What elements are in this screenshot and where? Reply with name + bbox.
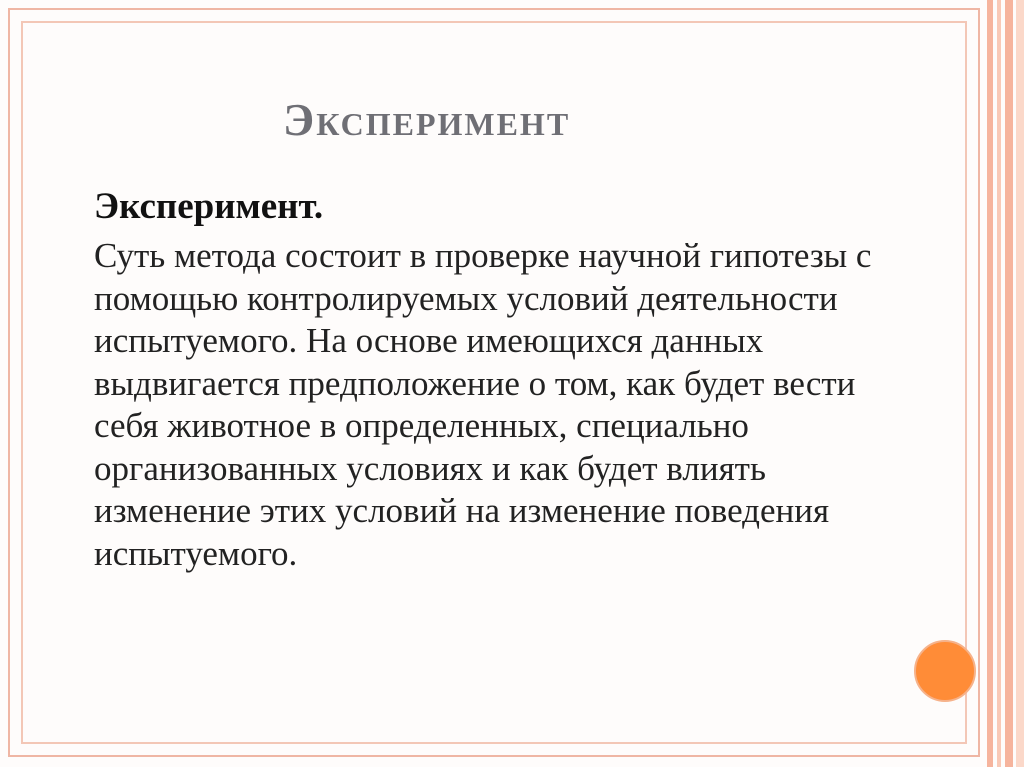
- decorative-stripe: [1005, 0, 1013, 767]
- decorative-stripe: [1016, 0, 1024, 767]
- slide-title: Эксперимент: [283, 94, 571, 145]
- slide-body-text: Суть метода состоит в проверке научной гипотезы с помощью контролируемых условий деятельности испытуемого. На основе имеющихся данных выдвигается предположение о том, как будет вести себя животное в определенных, специально организованных условиях и как будет влиять изменение этих условий на изменение поведения испытуемого.: [94, 236, 872, 573]
- decorative-stripe: [987, 0, 993, 767]
- orange-circle-ornament: [914, 640, 976, 702]
- decorative-stripe: [997, 0, 1001, 767]
- slide-subtitle: Эксперимент.: [94, 186, 324, 227]
